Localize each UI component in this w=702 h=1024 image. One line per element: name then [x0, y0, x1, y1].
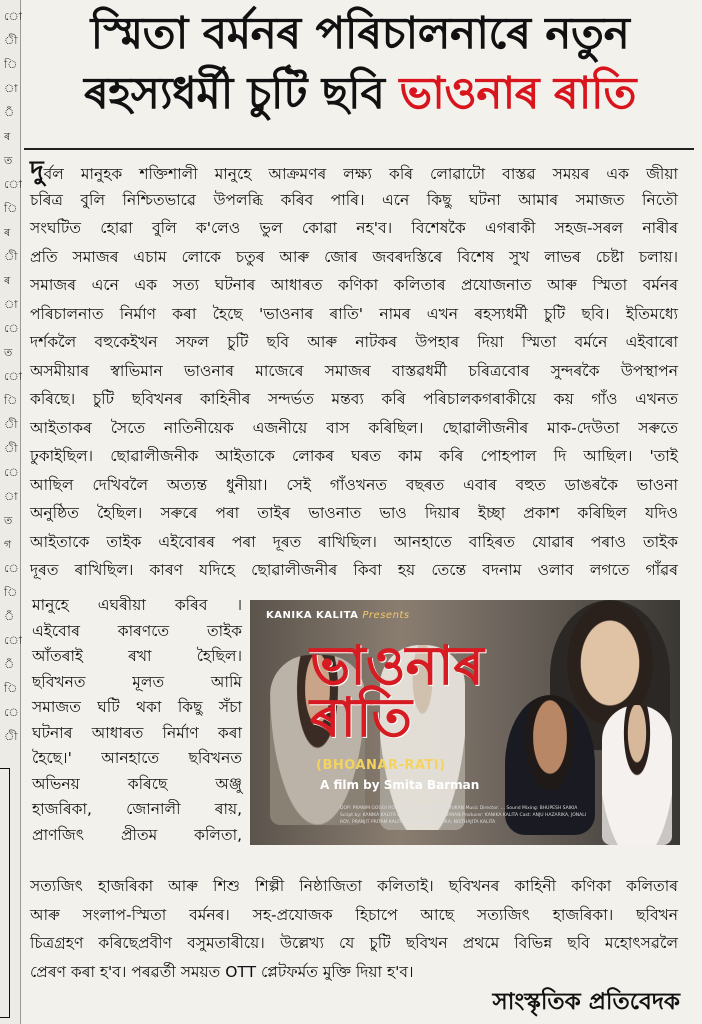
body-line-text: প্ৰতি সমাজৰ এচাম লোকে চতুৰ আৰু জোৰ জবৰদস্তিৰে বিশেষ সুখ লাভৰ চেষ্টা চলায়।	[30, 247, 678, 266]
body-line	[30, 502, 678, 526]
strip-char: ী	[4, 730, 18, 743]
poster-credits: DOP: PRANIM GOGOI ROGERY Editor: NIRANJIT PHUKAN Music Director: ... Sound Mixing: BHUPESH SAIKIA Script by: KANIKA KALITA Directed by: SMITA BARMAN Producer: KANIKA KALITA Cast: ANJU HAZARIKA, JONALI ROY, PRANJIT PRITAM KALITA, SATYAJIT HAZARIKA, NISTHAJITA KALITA	[340, 806, 587, 825]
wrap-line: ছবিখনত মূলত আমি	[32, 672, 242, 691]
body-line-text: সংঘটিত হোৱা বুলি ক'লেও ভুল কোৱা নহ'ব। বিশেষকৈ এগৰাকী সহজ-সৰল নাৰীৰ	[30, 219, 678, 237]
closing-line: চিত্ৰগ্ৰহণ কৰিছেপ্ৰবীণ বসুমতাৰীয়ে। উল্লেখ্য যে চুটি ছবিখন প্ৰথমে বিভিন্ন ছবি মহোৎসৱলৈ	[30, 934, 678, 952]
strip-char: ো	[4, 634, 22, 647]
wrap-line: আঁতৰাই ৰখা হৈছিল।	[32, 647, 242, 665]
strip-char: ী	[4, 34, 18, 47]
body-line	[30, 246, 678, 270]
body-line	[30, 531, 678, 555]
body-line	[30, 303, 678, 327]
strip-char: ি	[4, 58, 18, 71]
strip-char: ঁ	[4, 658, 15, 671]
strip-char: গ	[4, 538, 12, 551]
body-line-text: র্বল মানুহক শক্তিশালী মানুহে আক্ৰমণৰ লক্ষ্য কৰি লোৱাটো বাস্তৱ সময়ৰ এক জীয়া	[43, 165, 678, 183]
strip-char: ি	[4, 682, 18, 695]
body-line-text: ঢুকাইছিল। ছোৱালীজনীক আইতাকে লোকৰ ঘৰত কাম কৰি পোহপাল দি আছিল। 'তাই	[30, 447, 678, 465]
strip-char: ৰ	[4, 226, 11, 239]
strip-char: ে	[4, 466, 19, 479]
wrap-line: মানুহে এঘৰীয়া কৰিব ।	[32, 596, 242, 614]
adjacent-column-box	[0, 768, 10, 1018]
body-line-text: দৰ্শকলৈ বহুকেইখন সফল চুটি ছবি আৰু নাটকৰ উপহাৰ দিয়া স্মিতা বৰ্মনে এইবাৰো	[30, 333, 678, 351]
body-line-text: আছিল দেখিবলৈ অত্যন্ত ধুনীয়া। সেই গাঁওখনত বছৰত এবাৰ বহুত ডাঙৰকৈ ভাওনা	[30, 475, 678, 494]
closing-line: আৰু সংলাপ-স্মিতা বৰ্মনৰ। সহ-প্ৰযোজক হিচাপে আছে সত্যজিৎ হাজৰিকা। ছবিখন	[30, 905, 678, 924]
body-line	[30, 474, 678, 498]
wrap-line: এইবোৰ কাৰণতে তাইক	[32, 621, 242, 640]
body-line-text: দূৰত ৰাখিছিল। কাৰণ যদিহে ছোৱালীজনীৰ কিবা হয় তেন্তে বদনাম ওলাব লগতে গাঁৱৰ	[30, 561, 678, 579]
body-line	[30, 445, 678, 469]
wrap-line: হাজৰিকা, জোনালী ৰায়,	[32, 800, 242, 818]
strip-char: ে	[4, 322, 19, 335]
dropcap: দু	[30, 156, 44, 186]
strip-char: া	[4, 82, 18, 95]
poster-title-english: (BHOANAR-RATI)	[316, 758, 446, 773]
headline-rule	[24, 148, 694, 150]
strip-char: ত	[4, 154, 13, 167]
headline-line-2	[24, 64, 696, 124]
strip-char: ি	[4, 202, 18, 215]
strip-char: ে	[4, 562, 19, 575]
body-line	[30, 189, 678, 213]
body-line-text: সমাজৰ এনে এক সত্য ঘটনাৰ আধাৰত কণিকা কলিতাৰ প্ৰযোজনাত আৰু স্মিতা বৰ্মনৰ	[30, 276, 678, 294]
strip-char: ো	[4, 370, 22, 383]
body-line-text: অনুষ্ঠিত হৈছিল। সৰুৰে পৰা তাইৰ ভাওনাত ভাও দিয়াৰ ইচ্ছা প্ৰকাশ কৰিছিল যদিও	[30, 504, 678, 522]
wrap-line: ঘটনাৰ আধাৰত নিৰ্মাণ কৰা	[32, 723, 242, 742]
strip-char: ী	[4, 250, 18, 263]
wrap-line: প্ৰাণজিৎ প্ৰীতম কলিতা,	[32, 825, 242, 844]
poster-presenter-word: Presents	[362, 610, 410, 621]
body-line	[30, 156, 678, 187]
body-line-text: কৰিছে। চুটি ছবিখনৰ কাহিনীৰ সন্দৰ্ভত মন্তব্য কৰি পৰিচালকগৰাকীয়ে কয় গাঁও এখনত	[30, 390, 678, 408]
body-line-text: আইতাকৰ সৈতে নাতিনীয়েক এজনীয়ে বাস কৰিছিল। ছোৱালীজনীৰ মাক-দেউতা সৰুতে	[30, 418, 678, 437]
headline-line-2-black: ৰহস্যধৰ্মী চুটি ছবি	[83, 68, 400, 119]
poster-child-figure	[602, 705, 672, 845]
strip-char: া	[4, 490, 18, 503]
article-wrap-column	[32, 594, 242, 849]
body-line	[30, 388, 678, 412]
strip-char: ঁ	[4, 106, 15, 119]
strip-char: া	[4, 298, 18, 311]
strip-char: ো	[4, 10, 22, 23]
body-line	[30, 360, 678, 384]
strip-char: ৰ	[4, 130, 11, 143]
strip-char: ী	[4, 418, 18, 431]
body-line	[30, 274, 678, 298]
poster-director-credit: A film by Smita Barman	[320, 778, 480, 792]
body-line-text: পৰিচালনাত নিৰ্মাণ কৰা হৈছে 'ভাওনাৰ ৰাতি' নামৰ এখন ৰহস্যধৰ্মী চুটি ছবি। ইতিমধ্যে	[30, 304, 678, 323]
closing-line: প্ৰেৰণ কৰা হ'ব। পৰৱৰ্তী সময়ত OTT প্লেটফৰ্মত মুক্তি দিয়া হ'ব।	[30, 962, 414, 981]
body-line-text: অসমীয়াৰ স্বাভিমান ভাওনাৰ মাজেৰে সমাজৰ বাস্তৱধৰ্মী চৰিত্ৰবোৰ সুন্দৰকৈ উপস্থাপন	[30, 361, 678, 380]
strip-char: ত	[4, 346, 13, 359]
strip-char: ৰ	[4, 274, 11, 287]
headline-film-title: ভাওনাৰ ৰাতি	[399, 68, 637, 119]
closing-line: সত্যজিৎ হাজৰিকা আৰু শিশু শিল্পী নিষ্ঠাজিতা কলিতাই। ছবিখনৰ কাহিনী কণিকা কলিতাৰ	[30, 877, 678, 895]
body-line	[30, 217, 678, 241]
poster-title-art: ভাওনাৰ ৰাতি	[310, 634, 484, 749]
body-line-text: চৰিত্ৰ বুলি নিশ্চিতভাৱে উপলব্ধি কৰিব পাৰি। এনে কিছু ঘটনা আমাৰ সমাজত নিতৌ	[30, 190, 678, 209]
poster-presenter	[266, 610, 410, 621]
body-line	[30, 331, 678, 355]
poster-presenter-name: KANIKA KALITA	[266, 610, 359, 621]
film-poster-image	[250, 600, 680, 845]
strip-char: ো	[4, 178, 22, 191]
headline	[24, 4, 696, 124]
strip-char: ী	[4, 442, 18, 455]
strip-char: ি	[4, 394, 18, 407]
strip-char: ি	[4, 586, 18, 599]
body-line	[30, 559, 678, 583]
wrap-line: হৈছে।' আনহাতে ছবিখনত	[32, 749, 242, 767]
byline: সাংস্কৃতিক প্ৰতিবেদক	[492, 989, 680, 1015]
wrap-line: সমাজত ঘটি থকা কিছু সঁচা	[32, 698, 242, 716]
body-line-text: আইতাকে তাইক এইবোৰৰ পৰা দূৰত ৰাখিছিল। আনহাতে বাহিৰত যোৱাৰ পৰাও তাইক	[30, 532, 678, 551]
body-line	[30, 417, 678, 441]
headline-line-1: স্মিতা বৰ্মনৰ পৰিচালনাৰে নতুন	[90, 8, 630, 59]
wrap-line: অভিনয় কৰিছে অঞ্জু	[32, 774, 242, 793]
strip-char: ত	[4, 514, 13, 527]
strip-char: ে	[4, 706, 19, 719]
strip-char: ঁ	[4, 610, 15, 623]
